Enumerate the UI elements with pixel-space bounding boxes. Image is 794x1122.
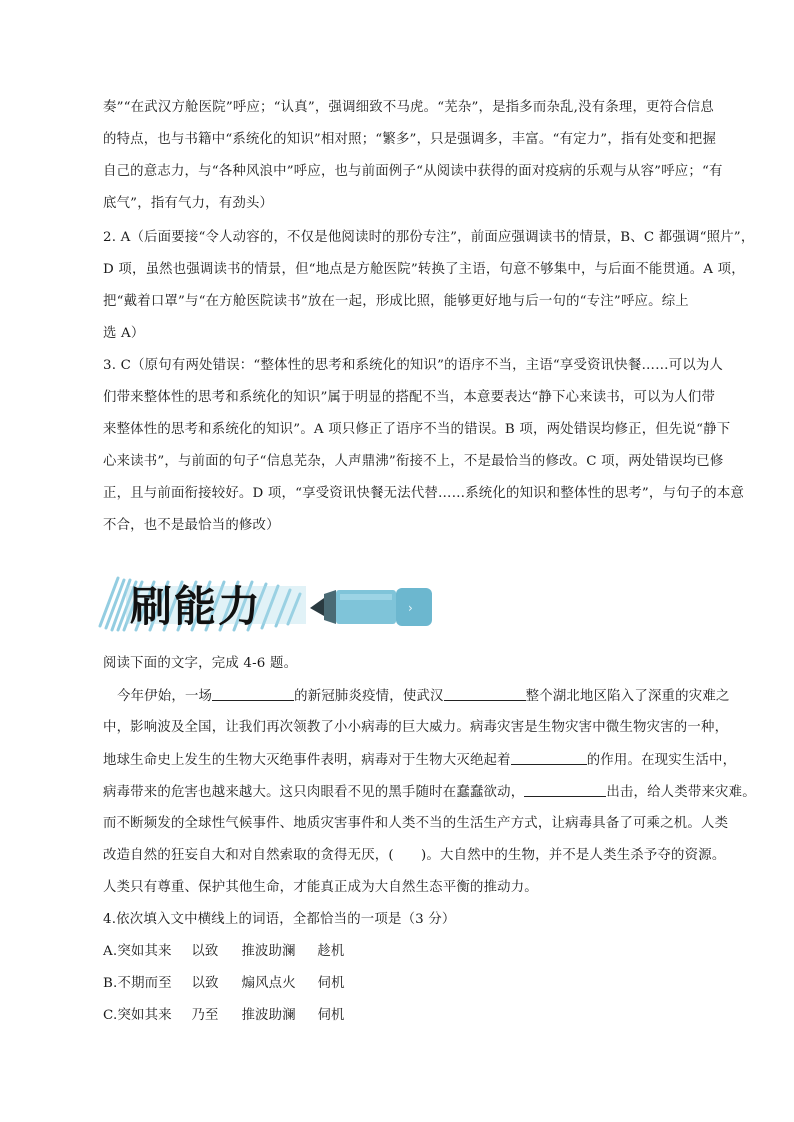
passage-text: 整个湖北地区陷入了深重的灾难之 xyxy=(525,689,730,704)
option-c xyxy=(103,1006,703,1026)
answer-3-line-2: 们带来整体性的思考和系统化的知识”属于明显的搭配不当，本意要表达“静下心来读书，可以为人们带 xyxy=(103,390,716,405)
option-label: C. xyxy=(103,1008,118,1023)
passage-text: 地球生命史上发生的生物大灭绝事件表明，病毒对于生物大灭绝起着 xyxy=(103,753,511,768)
option-b xyxy=(103,974,703,994)
blank-3 xyxy=(511,750,587,765)
option-word: 以致 xyxy=(191,976,219,991)
option-word: 推波助澜 xyxy=(241,944,296,959)
svg-text:›: › xyxy=(408,601,413,615)
banner-title: 刷能力 xyxy=(130,582,263,631)
option-word: 伺机 xyxy=(317,1008,345,1023)
answer-1-line-4: 底气”，指有气力，有劲头） xyxy=(103,196,274,211)
option-word: 突如其来 xyxy=(117,1008,172,1023)
answer-1-line-2: 的特点，也与书籍中“系统化的知识”相对照；“繁多”，只是强调多，丰富。“有定力”，指有处变和把握 xyxy=(103,132,717,147)
answer-3-line-3: 来整体性的思考和系统化的知识”。A 项只修正了语序不当的错误。B 项，两处错误均修正，但先说“静下 xyxy=(103,422,731,437)
option-word: 乃至 xyxy=(191,1008,219,1023)
passage-text: 病毒带来的危害也越来越大。这只肉眼看不见的黑手随时在蠢蠢欲动， xyxy=(103,785,525,800)
passage-line-4 xyxy=(103,782,756,803)
passage-line-7: 人类只有尊重、保护其他生命，才能真正成为大自然生态平衡的推动力。 xyxy=(103,880,538,895)
answer-3-line-4: 心来读书”，与前面的句子“信息芜杂，人声鼎沸”衔接不上，不是最恰当的修改。C 项，两处错误均已修 xyxy=(103,454,724,469)
passage-text: 出击，给人类带来灾难。 xyxy=(606,785,756,800)
blank-1 xyxy=(212,686,294,701)
option-word: 煽风点火 xyxy=(241,976,296,991)
answer-2-line-4: 选 A） xyxy=(103,326,145,341)
answer-2-line-3: 把“戴着口罩”与“在方舱医院读书”放在一起，形成比照，能够更好地与后一句的“专注”呼应。综上 xyxy=(103,294,689,309)
answer-3-line-6: 不合，也不是最恰当的修改） xyxy=(103,518,280,533)
blank-4 xyxy=(524,782,606,797)
answer-2-line-2: D 项，虽然也强调读书的情景，但“地点是方舱医院”转换了主语，句意不够集中，与后面不能贯通。A 项， xyxy=(103,262,745,277)
passage-line-6: 改造自然的狂妄自大和对自然索取的贪得无厌，( )。大自然中的生物，并不是人类生杀予夺的资源。 xyxy=(103,848,726,863)
answer-1-line-1: 奏”“在武汉方舱医院”呼应；“认真”，强调细致不马虎。“芜杂”，是指多而杂乱,没有条理，更符合信息 xyxy=(103,100,714,115)
option-label: A. xyxy=(103,944,118,959)
passage-line-3 xyxy=(103,750,737,771)
answer-1-line-3: 自己的意志力，与“各种风浪中”呼应，也与前面例子“从阅读中获得的面对疫病的乐观与从容”呼应；“有 xyxy=(103,164,723,179)
option-a xyxy=(103,942,703,962)
passage-text: 今年伊始，一场 xyxy=(117,689,213,704)
option-word: 趁机 xyxy=(317,944,345,959)
option-word: 不期而至 xyxy=(117,976,172,991)
answer-2-line-1: 2. A（后面要接“令人动容的，不仅是他阅读时的那份专注”，前面应强调读书的情景，B、C 都强调“照片”， xyxy=(103,230,755,245)
option-word: 突如其来 xyxy=(117,944,172,959)
passage-line-5: 而不断频发的全球性气候事件、地质灾害事件和人类不当的生活生产方式，让病毒具备了可乘之机。人类 xyxy=(103,816,729,831)
blank-2 xyxy=(444,686,526,701)
option-word: 伺机 xyxy=(317,976,345,991)
option-label: B. xyxy=(103,976,118,991)
question-4-stem: 4.依次填入文中横线上的词语，全都恰当的一项是（3 分） xyxy=(103,912,456,927)
answer-3-line-5: 正，且与前面衔接较好。D 项，“享受资讯快餐无法代替……系统化的知识和整体性的思考”，与句子的本意 xyxy=(103,486,745,501)
answer-3-line-1: 3. C（原句有两处错误：“整体性的思考和系统化的知识”的语序不当，主语“享受资讯快餐……可以为人 xyxy=(103,358,724,373)
section-banner xyxy=(96,568,436,638)
option-word: 推波助澜 xyxy=(241,1008,296,1023)
option-word: 以致 xyxy=(191,944,219,959)
passage-text: 的新冠肺炎疫情，使武汉 xyxy=(294,689,444,704)
passage-text: 的作用。在现实生活中， xyxy=(586,753,737,768)
passage-line-2: 中，影响波及全国，让我们再次领教了小小病毒的巨大威力。病毒灾害是生物灾害中微生物灾害的一种， xyxy=(103,720,729,735)
reading-instruction: 阅读下面的文字，完成 4-6 题。 xyxy=(103,656,298,671)
passage-line-1 xyxy=(117,686,730,707)
